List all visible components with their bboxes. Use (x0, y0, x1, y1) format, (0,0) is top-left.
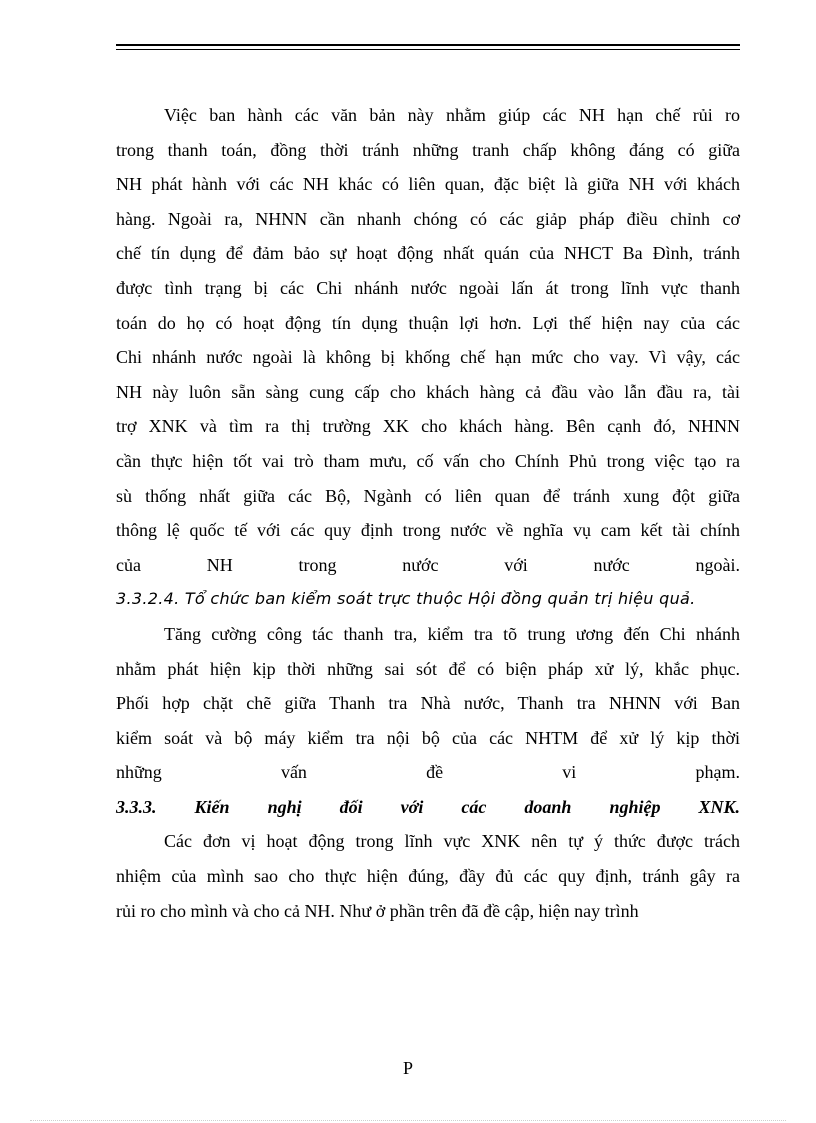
paragraph-1 (116, 100, 740, 584)
text-line: kiểm soát và bộ máy kiểm tra nội bộ của các NHTM để xử lý kịp thời (116, 727, 740, 748)
paragraph-2 (116, 619, 740, 792)
text-line: trợ XNK và tìm ra thị trường XK cho khách hàng. Bên cạnh đó, NHNN (116, 416, 740, 437)
text-line: sù thống nhất giữa các Bộ, Ngành có liên quan để tránh xung đột giữa (116, 485, 740, 506)
text-line: Tăng cường công tác thanh tra, kiểm tra tõ trung ương đến Chi nhánh (164, 623, 740, 644)
text-line: hàng. Ngoài ra, NHNN cần nhanh chóng có các giảp pháp điều chỉnh cơ (116, 208, 740, 229)
text-line: trong thanh toán, đồng thời tránh những tranh chấp không đáng có giữa (116, 139, 740, 160)
text-line: Các đơn vị hoạt động trong lĩnh vực XNK nên tự ý thức được trách (164, 831, 740, 852)
text-line: chế tín dụng để đảm bảo sự hoạt động nhất quán của NHCT Ba Đình, tránh (116, 243, 740, 264)
text-line: những vấn đề vi phạm. (116, 762, 740, 783)
text-line: rủi ro cho mình và cho cả NH. Như ở phần trên đã đề cập, hiện nay trình (116, 900, 639, 921)
text-line: toán do họ có hoạt động tín dụng thuận lợi hơn. Lợi thế hiện nay của các (116, 312, 740, 333)
header-rule-thin (116, 49, 740, 50)
text-line: nhằm phát hiện kịp thời những sai sót để có biện pháp xử lý, khắc phục. (116, 658, 740, 679)
section-heading-3-3-2-4: 3.3.2.4. Tổ chức ban kiểm soát trực thuộc Hội đồng quản trị hiệu quả. (116, 589, 696, 609)
text-line: nhiệm của mình sao cho thực hiện đúng, đầy đủ các quy định, tránh gây ra (116, 866, 740, 887)
text-line: thông lệ quốc tế với các quy định trong nước về nghĩa vụ cam kết tài chính (116, 520, 740, 541)
document-body (116, 100, 740, 930)
section-heading-3-3-3: 3.3.3. Kiến nghị đối với các doanh nghiệp XNK. (116, 796, 740, 817)
text-line: Chi nhánh nước ngoài là không bị khống chế hạn mức cho vay. Vì vậy, các (116, 347, 740, 368)
header-rule-thick (116, 44, 740, 46)
text-line: Phối hợp chặt chẽ giữa Thanh tra Nhà nước, Thanh tra NHNN với Ban (116, 693, 740, 714)
text-line: Việc ban hành các văn bản này nhằm giúp các NH hạn chế rủi ro (164, 105, 740, 125)
text-line: của NH trong nước với nước ngoài. (116, 554, 740, 575)
text-line: NH này luôn sẵn sàng cung cấp cho khách hàng cả đầu vào lẫn đầu ra, tài (116, 381, 740, 402)
text-line: được tình trạng bị các Chi nhánh nước ngoài lấn át trong lĩnh vực thanh (116, 277, 740, 298)
footer-dotted-rule (30, 1120, 786, 1121)
text-line: cần thực hiện tốt vai trò tham mưu, cố vấn cho Chính Phủ trong việc tạo ra (116, 450, 740, 471)
page-number: P (402, 1058, 413, 1078)
paragraph-3 (116, 826, 740, 930)
text-line: NH phát hành với các NH khác có liên quan, đặc biệt là giữa NH với khách (116, 174, 740, 195)
